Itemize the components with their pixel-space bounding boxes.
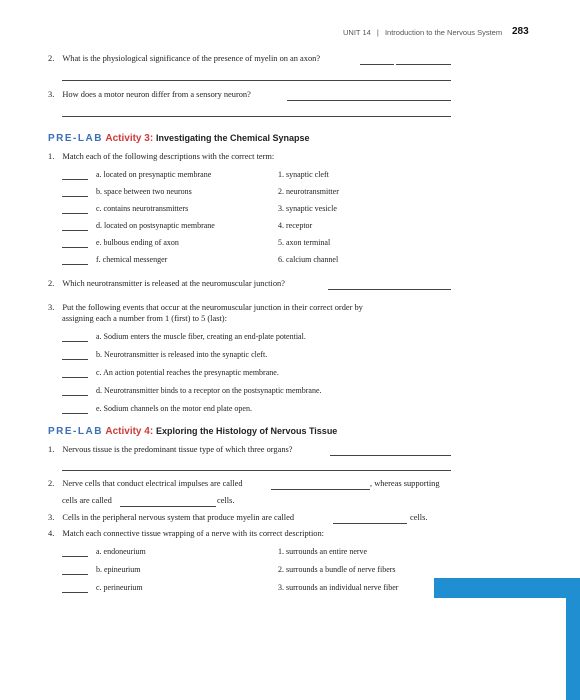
answer-blank[interactable] <box>396 64 451 65</box>
order-blank[interactable] <box>62 359 88 360</box>
answer-blank[interactable] <box>120 506 216 507</box>
running-header <box>343 28 502 37</box>
a4-question-4: 4. Match each connective tissue wrapping of a nerve with its correct description: <box>48 529 324 538</box>
activity-4-heading: PRE-LAB Activity 4: Exploring the Histology of Nervous Tissue <box>48 426 338 437</box>
a4-question-3: 3. Cells in the peripheral nervous system that produce myelin are called <box>48 513 295 522</box>
match-description: f. chemical messenger <box>96 255 168 264</box>
match-term: 4. receptor <box>278 221 313 230</box>
answer-blank[interactable] <box>271 489 370 490</box>
match-description: b. space between two neurons <box>96 187 192 196</box>
answer-line[interactable] <box>62 80 451 81</box>
event-item: d. Neurotransmitter binds to a receptor on the postsynaptic membrane. <box>96 386 322 395</box>
a4-question-2-mid: , whereas supporting <box>370 479 440 488</box>
event-item: b. Neurotransmitter is released into the synaptic cleft. <box>96 350 268 359</box>
wrapping-description: 1. surrounds an entire nerve <box>278 547 368 556</box>
match-blank[interactable] <box>62 213 88 214</box>
wrapping-term: a. endoneurium <box>96 547 146 556</box>
match-description: d. located on postsynaptic membrane <box>96 221 215 230</box>
order-blank[interactable] <box>62 377 88 378</box>
activity-3-heading: PRE-LAB Activity 3: Investigating the Chemical Synapse <box>48 133 310 144</box>
order-blank[interactable] <box>62 413 88 414</box>
match-blank[interactable] <box>62 179 88 180</box>
match-blank[interactable] <box>62 556 88 557</box>
page-accent-bar-vertical <box>566 578 580 700</box>
match-term: 1. synaptic cleft <box>278 170 329 179</box>
chapter-title: Introduction to the Nervous System <box>384 28 503 37</box>
answer-blank[interactable] <box>287 100 451 101</box>
match-blank[interactable] <box>62 247 88 248</box>
answer-line[interactable] <box>62 116 451 117</box>
a3-question-3-cont: assigning each a number from 1 (first) to 5 (last): <box>62 314 227 323</box>
match-blank[interactable] <box>62 230 88 231</box>
a4-question-2: 2. Nerve cells that conduct electrical impulses are called <box>48 479 243 488</box>
a4-question-2-end: cells. <box>217 496 235 505</box>
a3-question-1: 1. Match each of the following descriptions with the correct term: <box>48 152 275 161</box>
match-term: 3. synaptic vesicle <box>278 204 337 213</box>
match-blank[interactable] <box>62 592 88 593</box>
a3-question-2: 2. Which neurotransmitter is released at the neuromuscular junction? <box>48 279 285 288</box>
page-number: 283 <box>512 26 529 37</box>
order-blank[interactable] <box>62 395 88 396</box>
answer-blank[interactable] <box>330 455 451 456</box>
header-separator: | <box>376 28 379 37</box>
event-item: c. An action potential reaches the presynaptic membrane. <box>96 368 279 377</box>
a3-question-3: 3. Put the following events that occur at the neuromuscular junction in their correct order by <box>48 303 363 312</box>
answer-blank[interactable] <box>328 289 451 290</box>
event-item: e. Sodium channels on the motor end plate open. <box>96 404 252 413</box>
unit-label: UNIT 14 <box>343 28 371 37</box>
question-3: 3. How does a motor neuron differ from a sensory neuron? <box>48 90 251 99</box>
wrapping-term: b. epineurium <box>96 565 141 574</box>
a4-question-3-end: cells. <box>410 513 428 522</box>
wrapping-term: c. perineurium <box>96 583 143 592</box>
match-description: e. bulbous ending of axon <box>96 238 179 247</box>
page-accent-bar <box>434 578 580 598</box>
match-blank[interactable] <box>62 196 88 197</box>
match-blank[interactable] <box>62 574 88 575</box>
match-term: 5. axon terminal <box>278 238 331 247</box>
match-term: 2. neurotransmitter <box>278 187 339 196</box>
wrapping-description: 3. surrounds an individual nerve fiber <box>278 583 399 592</box>
wrapping-description: 2. surrounds a bundle of nerve fibers <box>278 565 396 574</box>
a4-question-1: 1. Nervous tissue is the predominant tissue type of which three organs? <box>48 445 293 454</box>
event-item: a. Sodium enters the muscle fiber, creating an end-plate potential. <box>96 332 306 341</box>
answer-blank[interactable] <box>360 64 394 65</box>
question-2: 2. What is the physiological significance of the presence of myelin on an axon? <box>48 54 321 63</box>
answer-line[interactable] <box>62 470 451 471</box>
a4-question-2-line2: cells are called <box>62 496 112 505</box>
order-blank[interactable] <box>62 341 88 342</box>
answer-blank[interactable] <box>333 523 407 524</box>
match-blank[interactable] <box>62 264 88 265</box>
match-description: c. contains neurotransmitters <box>96 204 189 213</box>
match-term: 6. calcium channel <box>278 255 339 264</box>
match-description: a. located on presynaptic membrane <box>96 170 212 179</box>
